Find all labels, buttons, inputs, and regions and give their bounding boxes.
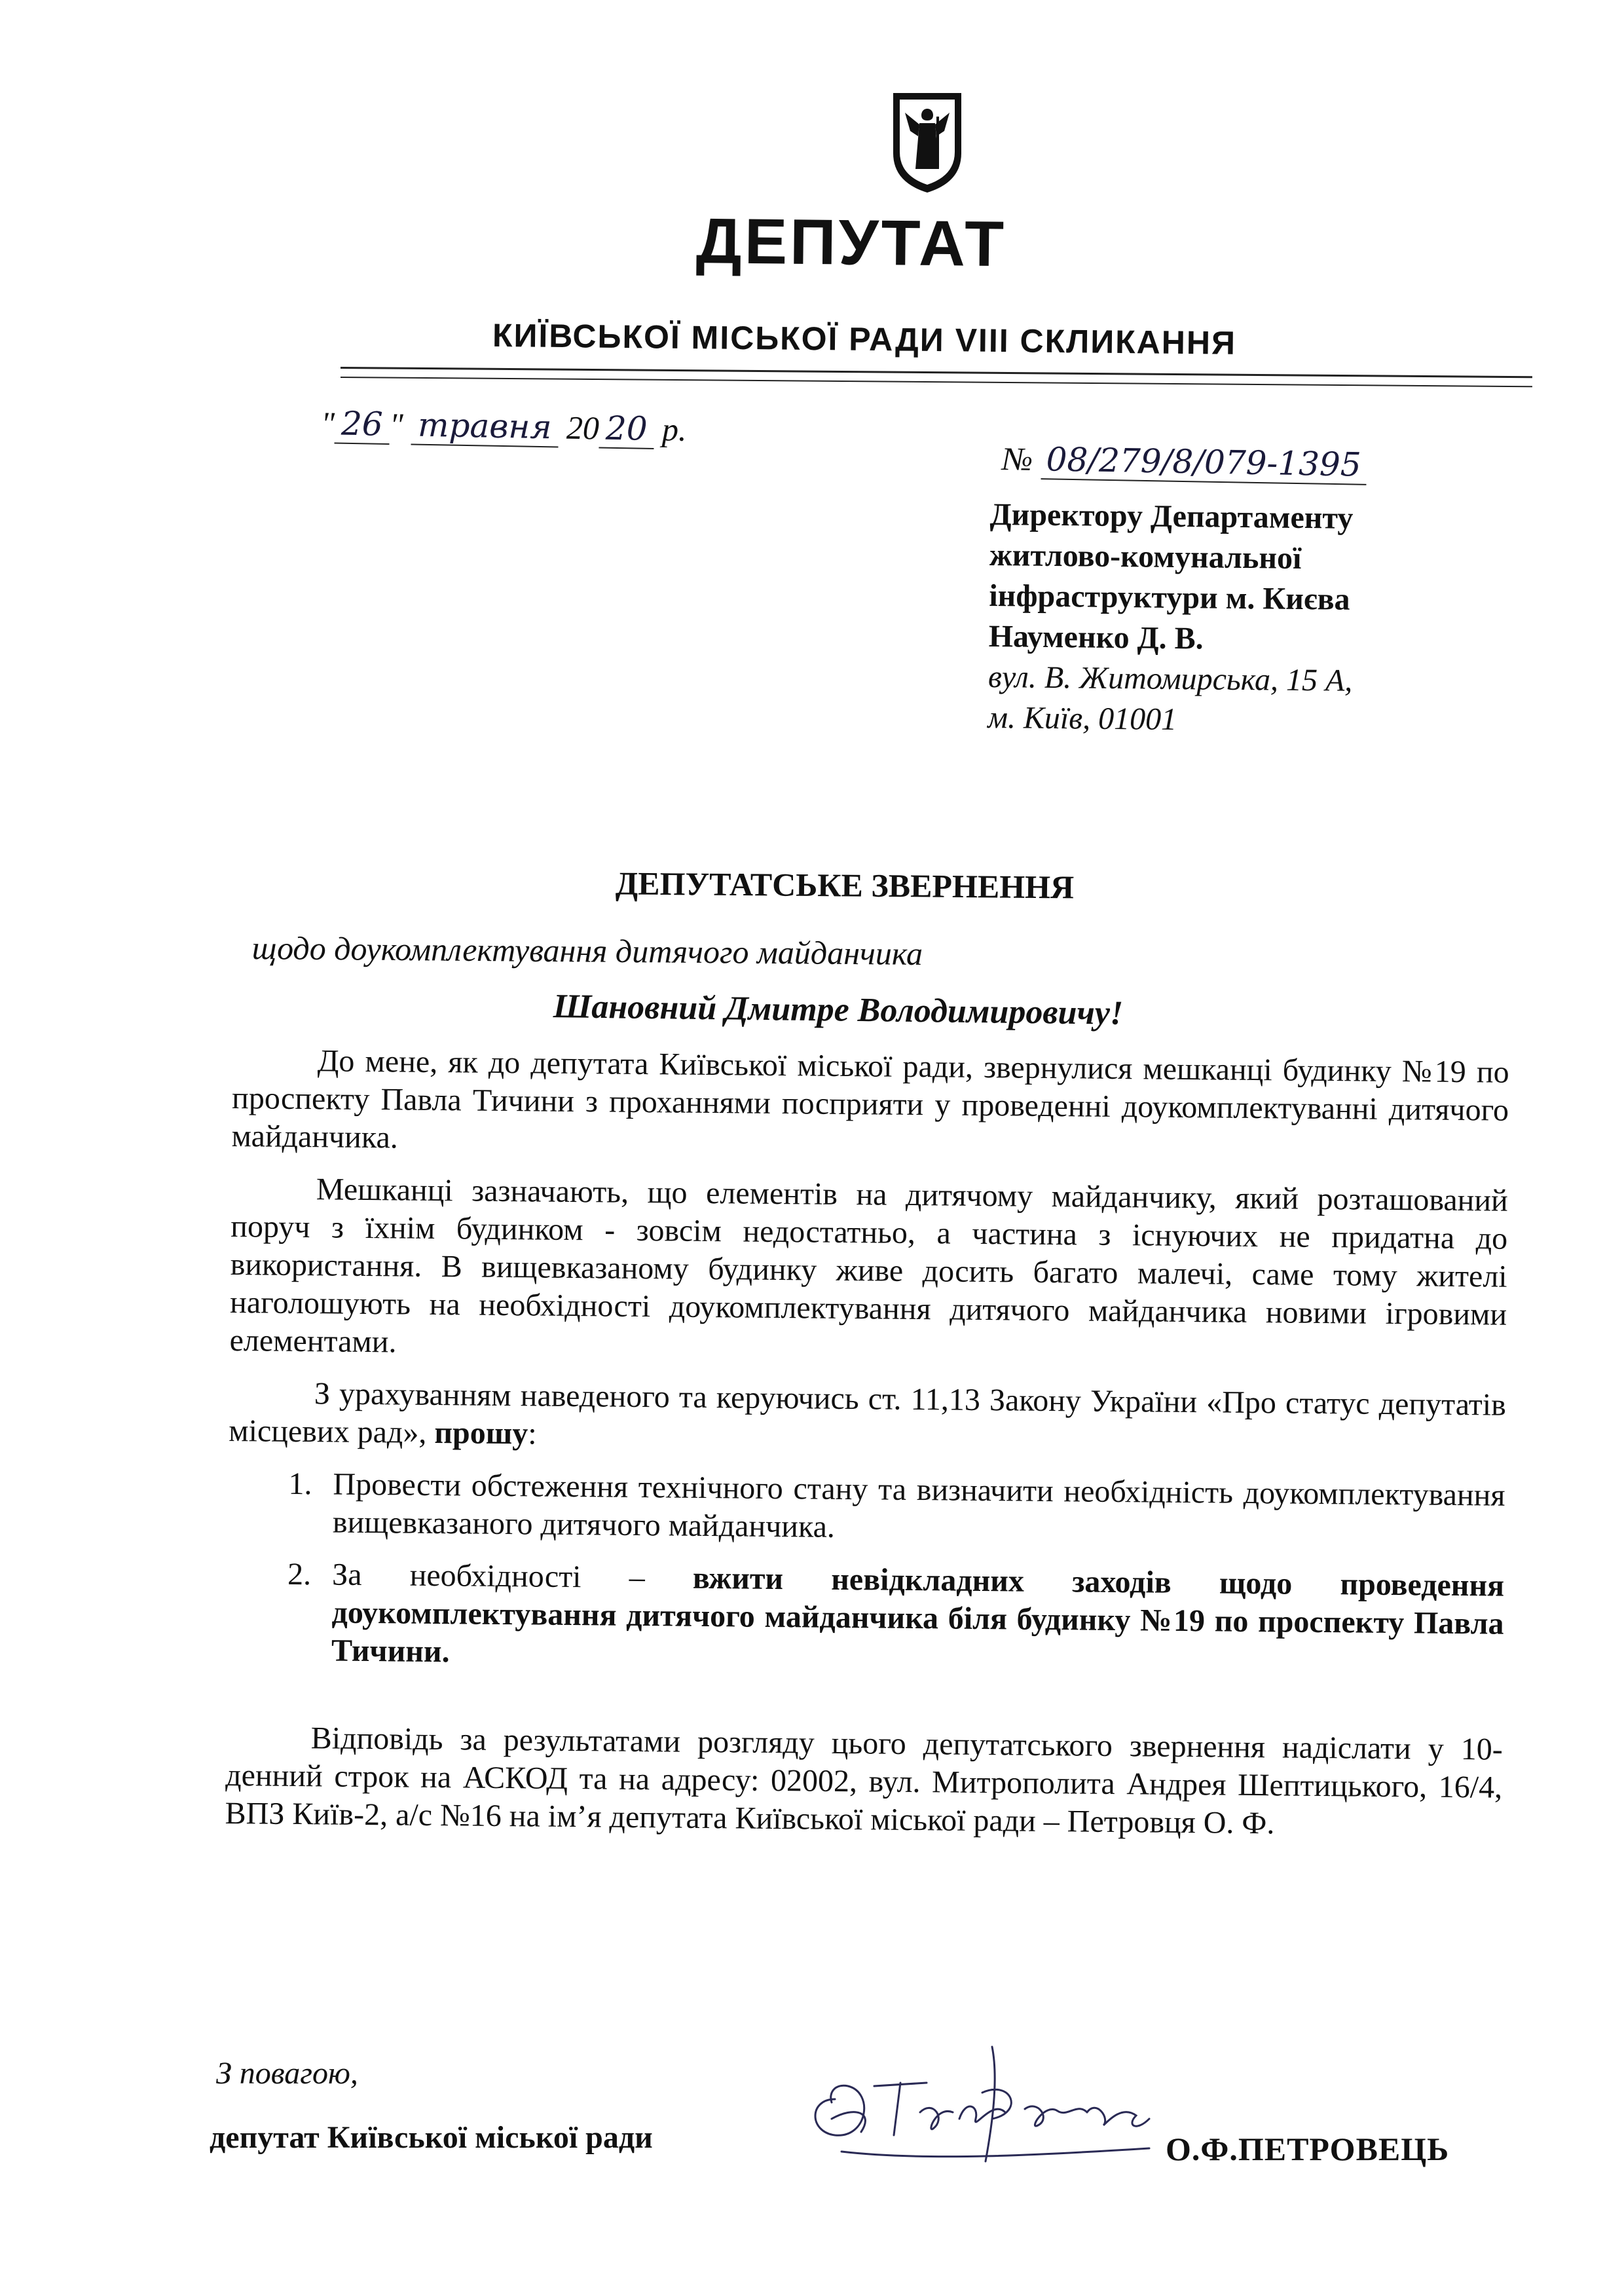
- request-list: [227, 1465, 1505, 1681]
- appeal-subject: щодо доукомплектування дитячого майданчика: [251, 929, 923, 972]
- recipient-line-1: Директору Департаменту: [989, 496, 1354, 536]
- date-year-prefix: 20: [566, 409, 600, 447]
- recipient-name: Науменко Д. В.: [988, 618, 1204, 656]
- date-quote-close: ": [389, 405, 404, 443]
- paragraph-3-text: З урахуванням наведеного та керуючись ст. 11,13 Закону України «Про статус депутатів місцевих рад»,: [229, 1376, 1507, 1450]
- document-subtitle: КИЇВСЬКОЇ МІСЬКОЇ РАДИ VIII СКЛИКАННЯ: [492, 316, 1237, 362]
- letter-body: [225, 1041, 1509, 1859]
- paragraph-1: До мене, як до депутата Київської міської ради, звернулися мешканці будинку №19 по проспекту Павла Тичини з проханнями посприяти у проведенні доукомплектуванні дитячого майданчика.: [231, 1043, 1509, 1155]
- date-year-suffix: 20: [599, 409, 654, 449]
- paragraph-3-request: прошу: [434, 1415, 528, 1451]
- paragraph-3: [229, 1374, 1506, 1463]
- salutation: Шановний Дмитре Володимировичу!: [553, 988, 1124, 1032]
- date-quote-open: ": [320, 405, 335, 442]
- number-value: 08/279/8/079-1395: [1041, 440, 1367, 485]
- request-item-2-text: За необхідності –: [331, 1557, 693, 1595]
- recipient-address-1: вул. В. Житомирська, 15 А,: [987, 659, 1353, 698]
- paragraph-2: Мешканці зазначають, що елементів на дитячому майданчику, який розташований поруч з їхнім будинком - зовсім недостатньо, а частина з існуючих не придатна до використання. В вищевказаному будинку живе досить багато малечі, саме тому жителі наголошують на необхідності доукомплектування дитячого майданчика новими ігровими елементами.: [229, 1172, 1509, 1360]
- recipient-block: [987, 494, 1354, 742]
- document-number: [1002, 439, 1367, 484]
- signer-name: О.Ф.ПЕТРОВЕЦЬ: [1166, 2131, 1450, 2167]
- request-item-2: [318, 1556, 1505, 1681]
- closing-position: депутат Київської міської ради: [210, 2120, 653, 2155]
- header-rule-thin: [341, 377, 1532, 387]
- kyiv-coat-of-arms-icon: [891, 90, 964, 195]
- date-day: 26: [334, 404, 390, 444]
- recipient-line-3: інфраструктури м. Києва: [989, 578, 1350, 617]
- paragraph-3-colon: :: [527, 1416, 537, 1451]
- reply-paragraph: Відповідь за результатами розгляду цього депутатського звернення надіслати у 10-денний строк на АСКОД та на адресу: 02002, вул. Митрополита Андрея Шептицького, 16/4, ВПЗ Київ-2, а/с №16 на ім’я депутата Київської міської ради – Петровця О. Ф.: [225, 1721, 1503, 1841]
- handwritten-signature: [796, 2021, 1162, 2184]
- closing-regards: З повагою,: [216, 2056, 358, 2091]
- date-month: травня: [411, 406, 559, 448]
- request-item-1: 1. Провести обстеження технічного стану та визначити необхідність доукомплектування вищевказаного дитячого майданчика.: [320, 1465, 1505, 1552]
- recipient-line-2: житлово-комунальної: [989, 537, 1302, 576]
- document-date: [321, 404, 688, 449]
- appeal-title: ДЕПУТАТСЬКЕ ЗВЕРНЕННЯ: [615, 865, 1075, 906]
- header-rule: [341, 367, 1532, 378]
- number-prefix: №: [1001, 440, 1033, 477]
- recipient-address-2: м. Київ, 01001: [987, 700, 1177, 737]
- document-title: ДЕПУТАТ: [695, 204, 1007, 280]
- request-item-2-bold: вжити невідкладних заходів щодо проведення доукомплектування дитячого майданчика біля будинку №19 по проспекту Павла Тичини.: [331, 1560, 1505, 1670]
- date-year-end: р.: [661, 411, 688, 448]
